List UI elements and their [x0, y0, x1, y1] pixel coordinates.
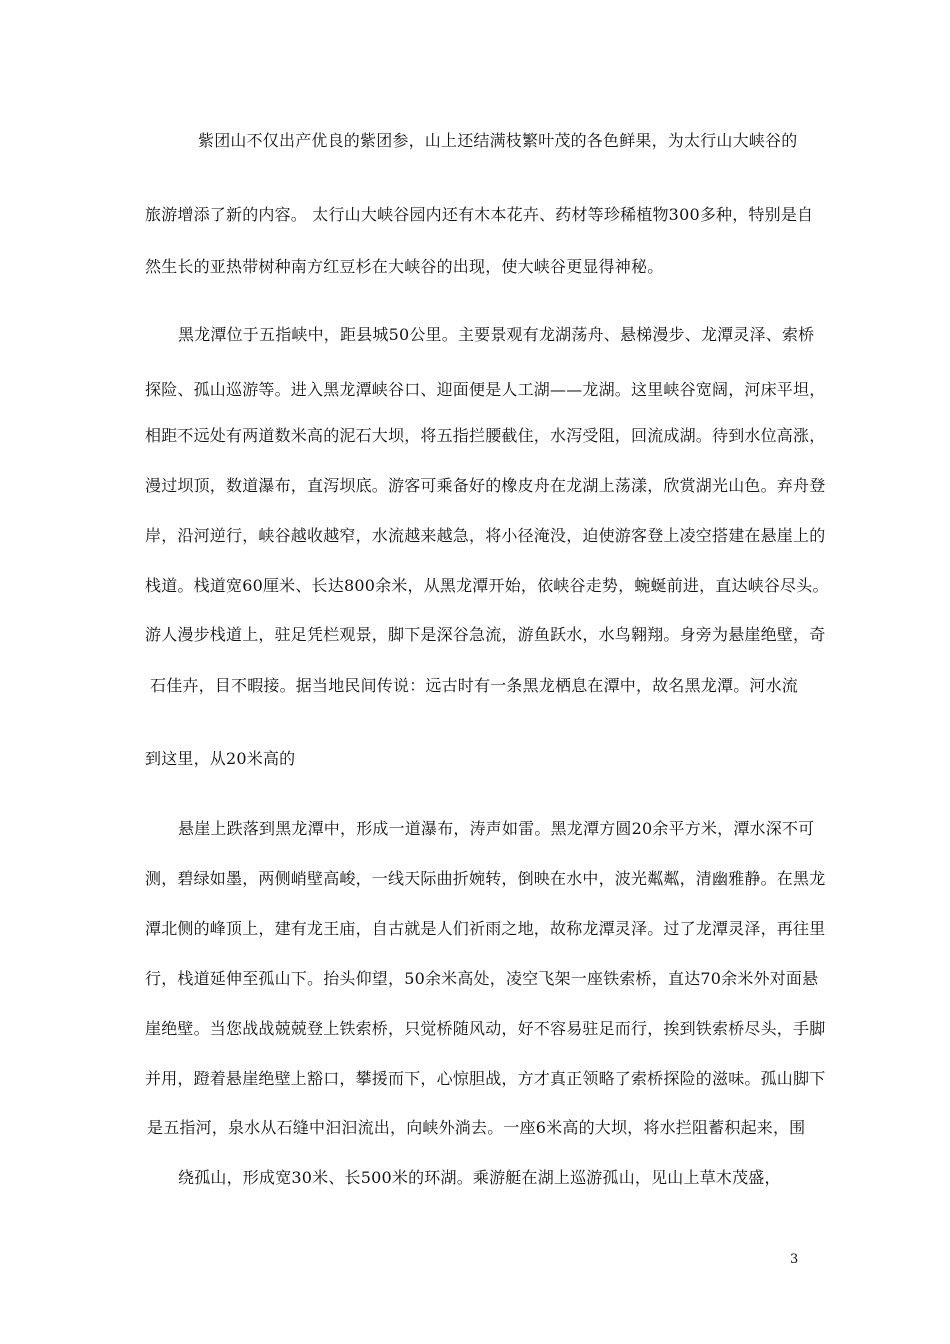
text-line: 漫过坝顶，数道瀑布，直泻坝底。游客可乘备好的橡皮舟在龙湖上荡漾，欣赏湖光山色。弃舟登	[145, 476, 826, 495]
text-line: 紫团山不仅出产优良的紫团参，山上还结满枝繁叶茂的各色鲜果，为太行山大峡谷的	[198, 131, 798, 150]
text-line: 然生长的亚热带树种南方红豆杉在大峡谷的出现，使大峡谷更显得神秘。	[145, 257, 664, 276]
text-line: 崖绝壁。当您战战兢兢登上铁索桥，只觉桥随风动，好不容易驻足而行，挨到铁索桥尽头，手脚	[145, 1019, 826, 1038]
text-line: 黑龙潭位于五指峡中，距县城50公里。主要景观有龙湖荡舟、悬梯漫步、龙潭灵泽、索桥	[178, 325, 815, 344]
text-line: 石佳卉，目不暇接。据当地民间传说：远古时有一条黑龙栖息在潭中，故名黑龙潭。河水流	[150, 676, 799, 695]
text-line: 相距不远处有两道数米高的泥石大坝，将五指拦腰截住，水泻受阻，回流成湖。待到水位高涨，	[145, 426, 826, 445]
text-line: 游人漫步栈道上，驻足凭栏观景，脚下是深谷急流，游鱼跃水，水鸟翱翔。身旁为悬崖绝壁，奇	[145, 625, 826, 644]
text-line: 旅游增添了新的内容。 太行山大峡谷园内还有木本花卉、药材等珍稀植物300多种，特别是自	[145, 205, 814, 224]
text-line: 岸，沿河逆行，峡谷越收越窄，水流越来越急，将小径淹没，迫使游客登上凌空搭建在悬崖上的	[145, 526, 826, 545]
text-line: 悬崖上跌落到黑龙潭中，形成一道瀑布，涛声如雷。黑龙潭方圆20余平方米，潭水深不可	[178, 819, 815, 838]
text-line: 是五指河，泉水从石缝中汩汩流出，向峡外淌去。一座6米高的大坝，将水拦阻蓄积起来，围	[147, 1118, 806, 1137]
text-line: 测，碧绿如墨，两侧峭壁高峻，一线天际曲折婉转，倒映在水中，波光粼粼，清幽雅静。在黑龙	[145, 869, 826, 888]
text-line: 并用，蹬着悬崖绝壁上豁口，攀援而下，心惊胆战，方才真正领略了索桥探险的滋味。孤山脚下	[145, 1069, 826, 1088]
text-line: 到这里，从20米高的	[145, 749, 296, 768]
text-line: 行，栈道延伸至孤山下。抬头仰望，50余米高处，凌空飞架一座铁索桥，直达70余米外对面悬	[145, 969, 819, 988]
page-number: 3	[790, 1252, 799, 1267]
text-line: 栈道。栈道宽60厘米、长达800余米，从黑龙潭开始，依峡谷走势，蜿蜒前进，直达峡谷尽头。	[145, 576, 829, 595]
text-line: 探险、孤山巡游等。进入黑龙潭峡谷口、迎面便是人工湖——龙湖。这里峡谷宽阔，河床平坦，	[145, 380, 826, 399]
text-line: 绕孤山，形成宽30米、长500米的环湖。乘游艇在湖上巡游孤山，见山上草木茂盛，	[178, 1168, 781, 1187]
text-line: 潭北侧的峰顶上，建有龙王庙，自古就是人们祈雨之地，故称龙潭灵泽。过了龙潭灵泽，再往里	[145, 919, 826, 938]
